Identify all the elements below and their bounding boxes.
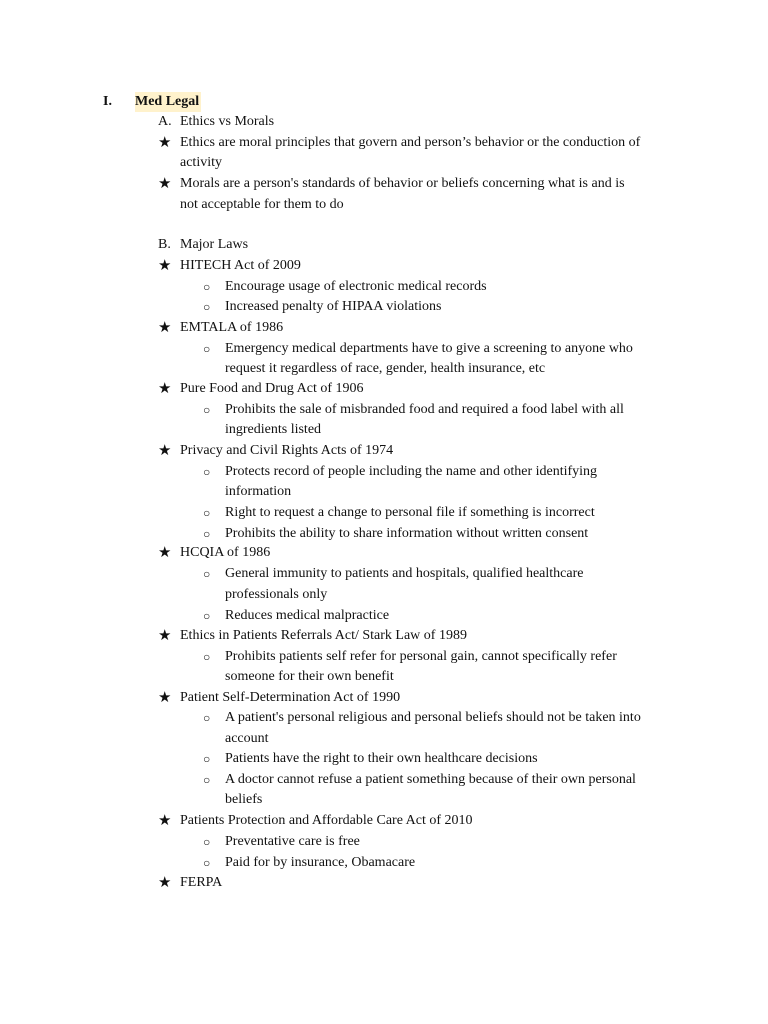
star-bullet-icon: ★ <box>158 176 172 192</box>
subsection-b-letter: B. <box>158 237 171 252</box>
law-title-self-determination: Patient Self-Determination Act of 1990 <box>180 690 401 705</box>
circle-bullet-icon: ○ <box>203 711 211 725</box>
section-title: Med Legal <box>135 92 201 112</box>
law-title-ferpa: FERPA <box>180 875 223 890</box>
section-number: I. <box>103 94 112 109</box>
morals-definition-line-2: not acceptable for them to do <box>180 197 344 212</box>
circle-bullet-icon: ○ <box>203 650 211 664</box>
star-bullet-icon: ★ <box>158 258 172 274</box>
circle-bullet-icon: ○ <box>203 280 211 294</box>
law-point: Patients have the right to their own healthcare decisions <box>225 751 538 766</box>
circle-bullet-icon: ○ <box>203 506 211 520</box>
star-bullet-icon: ★ <box>158 443 172 459</box>
star-bullet-icon: ★ <box>158 628 172 644</box>
star-bullet-icon: ★ <box>158 381 172 397</box>
law-point-continuation: beliefs <box>225 792 263 807</box>
circle-bullet-icon: ○ <box>203 856 211 870</box>
circle-bullet-icon: ○ <box>203 527 211 541</box>
law-point: A doctor cannot refuse a patient something because of their own personal <box>225 772 636 787</box>
circle-bullet-icon: ○ <box>203 342 211 356</box>
law-point-continuation: ingredients listed <box>225 422 322 437</box>
law-title-privacy: Privacy and Civil Rights Acts of 1974 <box>180 443 394 458</box>
star-bullet-icon: ★ <box>158 135 172 151</box>
star-bullet-icon: ★ <box>158 320 172 336</box>
law-point: Paid for by insurance, Obamacare <box>225 855 416 870</box>
circle-bullet-icon: ○ <box>203 567 211 581</box>
law-point-continuation: request it regardless of race, gender, health insurance, etc <box>225 361 546 376</box>
subsection-a-title: Ethics vs Morals <box>180 114 275 129</box>
law-title-pure-food: Pure Food and Drug Act of 1906 <box>180 381 364 396</box>
law-title-hitech: HITECH Act of 2009 <box>180 258 301 273</box>
circle-bullet-icon: ○ <box>203 773 211 787</box>
circle-bullet-icon: ○ <box>203 752 211 766</box>
law-point: Reduces medical malpractice <box>225 608 390 623</box>
star-bullet-icon: ★ <box>158 545 172 561</box>
law-title-affordable-care: Patients Protection and Affordable Care Act of 2010 <box>180 813 473 828</box>
circle-bullet-icon: ○ <box>203 403 211 417</box>
subsection-a-letter: A. <box>158 114 172 129</box>
circle-bullet-icon: ○ <box>203 609 211 623</box>
law-point: Encourage usage of electronic medical records <box>225 279 487 294</box>
law-point: Prohibits patients self refer for personal gain, cannot specifically refer <box>225 649 617 664</box>
law-title-hcqia: HCQIA of 1986 <box>180 545 271 560</box>
law-point: Prohibits the ability to share information without written consent <box>225 526 589 541</box>
circle-bullet-icon: ○ <box>203 465 211 479</box>
law-point: Emergency medical departments have to give a screening to anyone who <box>225 341 633 356</box>
law-point-continuation: information <box>225 484 292 499</box>
law-point-continuation: account <box>225 731 269 746</box>
ethics-definition-line-1: Ethics are moral principles that govern and person’s behavior or the conduction of <box>180 135 641 150</box>
law-point-continuation: professionals only <box>225 587 328 602</box>
circle-bullet-icon: ○ <box>203 300 211 314</box>
law-point: Prohibits the sale of misbranded food and required a food label with all <box>225 402 624 417</box>
star-bullet-icon: ★ <box>158 875 172 891</box>
star-bullet-icon: ★ <box>158 690 172 706</box>
subsection-b-title: Major Laws <box>180 237 249 252</box>
law-point: Protects record of people including the name and other identifying <box>225 464 598 479</box>
star-bullet-icon: ★ <box>158 813 172 829</box>
ethics-definition-line-2: activity <box>180 155 222 170</box>
morals-definition-line-1: Morals are a person's standards of behavior or beliefs concerning what is and is <box>180 176 625 191</box>
law-point: General immunity to patients and hospitals, qualified healthcare <box>225 566 584 581</box>
law-point: A patient's personal religious and personal beliefs should not be taken into <box>225 710 641 725</box>
law-point-continuation: someone for their own benefit <box>225 669 394 684</box>
law-point: Preventative care is free <box>225 834 360 849</box>
law-title-stark: Ethics in Patients Referrals Act/ Stark Law of 1989 <box>180 628 467 643</box>
circle-bullet-icon: ○ <box>203 835 211 849</box>
law-point: Increased penalty of HIPAA violations <box>225 299 442 314</box>
law-title-emtala: EMTALA of 1986 <box>180 320 284 335</box>
law-point: Right to request a change to personal file if something is incorrect <box>225 505 595 520</box>
